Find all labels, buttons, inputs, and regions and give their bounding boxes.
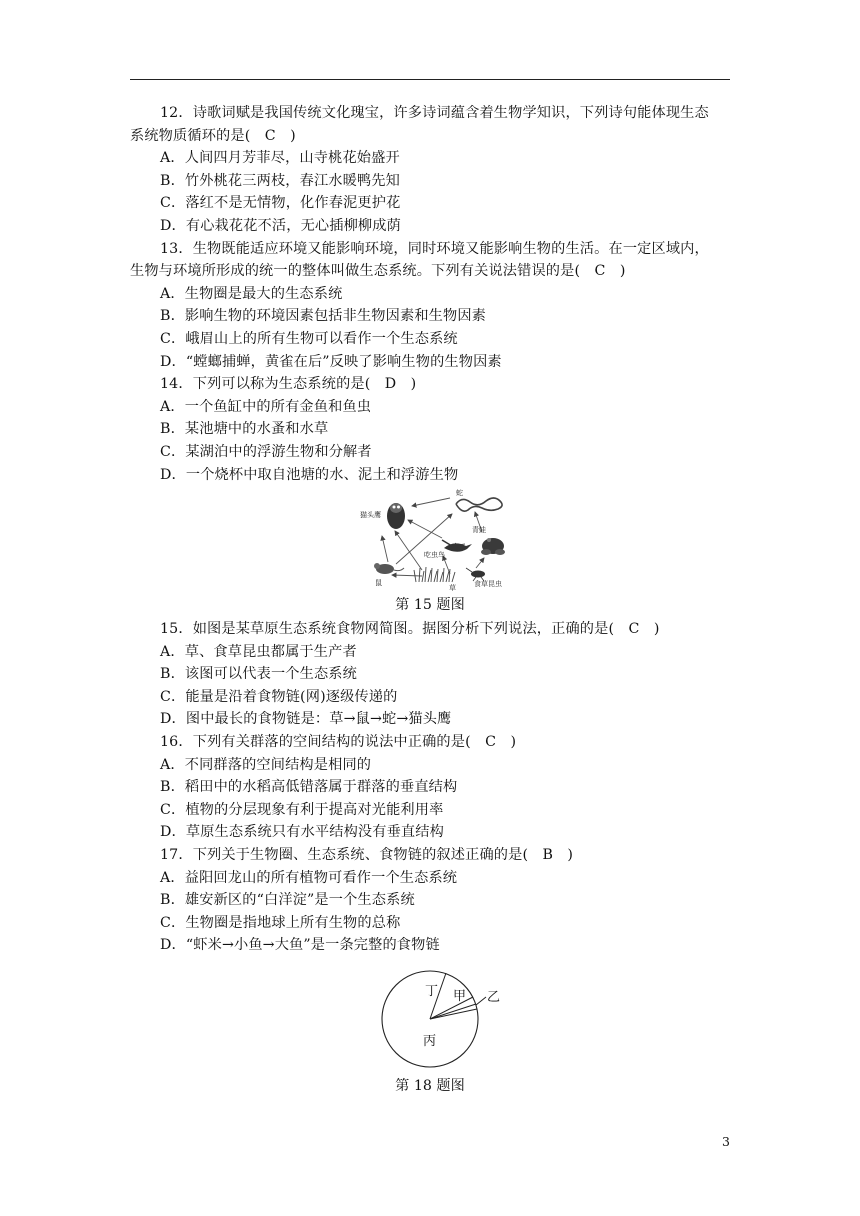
bird-icon	[442, 540, 472, 552]
option-a: A．生物圈是最大的生态系统	[160, 285, 343, 302]
option-c: C．落红不是无情物，化作春泥更护花	[160, 195, 401, 212]
option-b: B．雄安新区的“白洋淀”是一个生态系统	[160, 892, 415, 909]
snake-label: 蛇	[456, 489, 463, 498]
mouse-icon	[374, 563, 404, 574]
page-number: 3	[722, 1134, 730, 1149]
option-d: D．“虾米→小鱼→大鱼”是一条完整的食物链	[160, 937, 440, 954]
question-content	[130, 102, 732, 1099]
figure-18-circle-diagram	[160, 957, 732, 1075]
option-b: B．该图可以代表一个生态系统	[160, 666, 357, 683]
owl-label: 猫头鹰	[360, 511, 381, 520]
option-d: D．图中最长的食物链是：草→鼠→蛇→猫头鹰	[160, 711, 452, 728]
option-d: D．有心栽花花不活，无心插柳柳成荫	[160, 217, 401, 234]
option-c: C．能量是沿着食物链(网)逐级传递的	[160, 688, 398, 705]
question-stem: 13．生物既能适应环境又能影响环境，同时环境又能影响生物的生活。在一定区域内，	[160, 240, 709, 257]
option-b: B．稻田中的水稻高低错落属于群落的垂直结构	[160, 779, 458, 796]
option-a: A．益阳回龙山的所有植物可看作一个生态系统	[160, 869, 458, 886]
question-stem: 17．下列关于生物圈、生态系统、食物链的叙述正确的是( B )	[160, 847, 574, 864]
segment-label-yi: 乙	[487, 990, 501, 1005]
figure-15-food-web	[160, 486, 732, 594]
question-16	[160, 731, 732, 844]
snake-icon	[456, 498, 502, 511]
circle-diagram	[160, 957, 732, 1075]
option-b: B．某池塘中的水蚤和水草	[160, 421, 329, 438]
question-stem-wrap: 生物与环境所形成的统一的整体叫做生态系统。下列有关说法错误的是( C )	[130, 263, 626, 280]
insect-label: 食草昆虫	[474, 580, 502, 589]
question-stem-wrap: 系统物质循环的是( C )	[130, 127, 296, 144]
mouse-label: 鼠	[375, 579, 382, 588]
question-14	[160, 373, 732, 486]
question-stem: 12．诗歌词赋是我国传统文化瑰宝，许多诗词蕴含着生物学知识，下列诗句能体现生态	[160, 105, 709, 121]
question-17	[160, 844, 732, 957]
figure-15-caption: 第 15 题图	[395, 597, 465, 614]
frog-label: 青蛙	[472, 526, 486, 535]
option-d: D．草原生态系统只有水平结构没有垂直结构	[160, 824, 444, 841]
option-c: C．生物圈是指地球上所有生物的总称	[160, 914, 401, 931]
segment-label-bing: 丙	[423, 1034, 437, 1049]
option-a: A．人间四月芳菲尽，山寺桃花始盛开	[160, 150, 400, 167]
option-d: D．一个烧杯中取自池塘的水、泥土和浮游生物	[160, 466, 459, 483]
food-web-diagram	[160, 486, 732, 594]
grass-label: 草	[449, 584, 456, 593]
option-c: C．峨眉山上的所有生物可以看作一个生态系统	[160, 330, 458, 347]
header-rule	[130, 79, 730, 80]
segment-label-ding: 丁	[425, 984, 439, 999]
option-a: A．草、食草昆虫都属于生产者	[160, 643, 357, 660]
question-15	[160, 618, 732, 731]
option-d: D．“螳螂捕蝉，黄雀在后”反映了影响生物的生物因素	[160, 353, 502, 370]
segment-label-jia: 甲	[453, 989, 467, 1004]
option-b: B．竹外桃花三两枝，春江水暖鸭先知	[160, 172, 400, 189]
option-a: A．不同群落的空间结构是相同的	[160, 756, 372, 773]
question-13	[130, 238, 732, 374]
question-stem: 15．如图是某草原生态系统食物网简图。据图分析下列说法，正确的是( C )	[160, 621, 660, 638]
option-a: A．一个鱼缸中的所有金鱼和鱼虫	[160, 398, 372, 415]
option-c: C．植物的分层现象有利于提高对光能利用率	[160, 801, 444, 818]
figure-18-caption: 第 18 题图	[395, 1078, 465, 1094]
question-12	[130, 102, 732, 238]
question-stem: 16．下列有关群落的空间结构的说法中正确的是( C )	[160, 734, 517, 751]
option-b: B．影响生物的环境因素包括非生物因素和生物因素	[160, 308, 487, 325]
owl-icon	[387, 503, 405, 529]
question-stem: 14．下列可以称为生态系统的是( D )	[160, 376, 417, 393]
option-c: C．某湖泊中的浮游生物和分解者	[160, 443, 372, 460]
grass-icon	[414, 567, 455, 582]
frog-icon	[481, 538, 505, 555]
bird-label: 吃虫鸟	[424, 551, 445, 560]
